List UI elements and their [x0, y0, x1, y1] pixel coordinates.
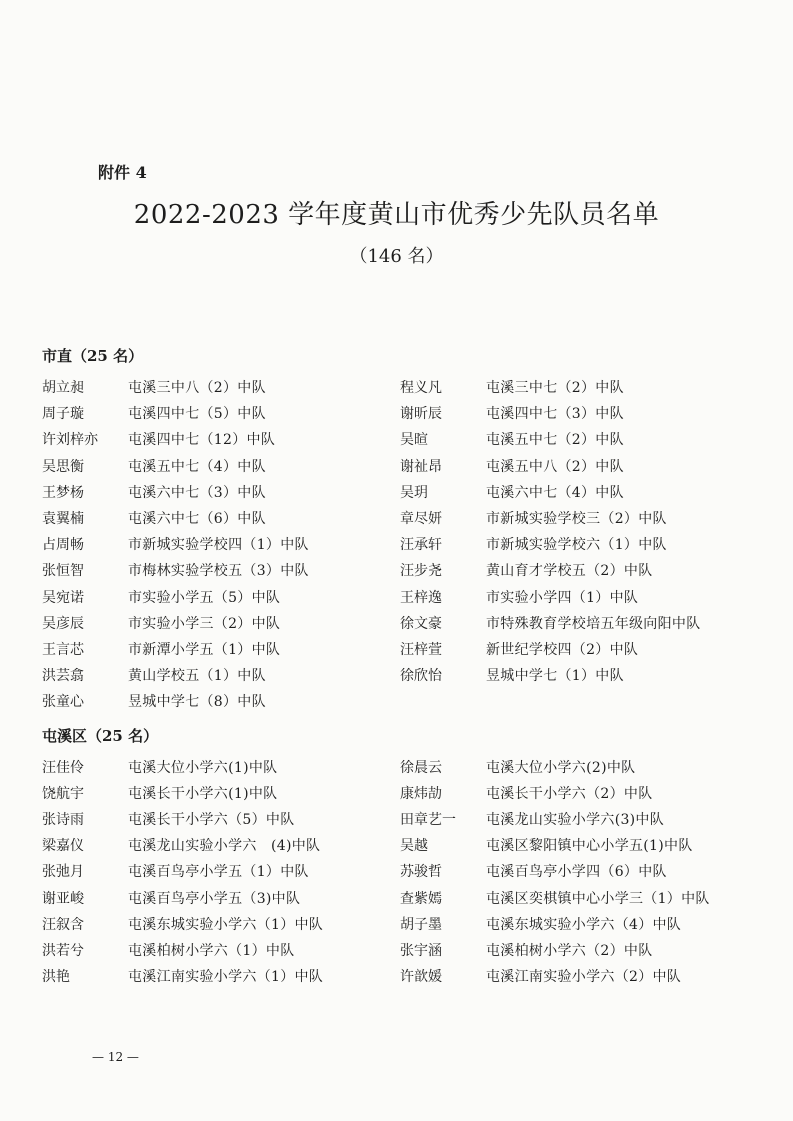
student-unit: 屯溪长干小学六(1)中队: [128, 786, 278, 803]
total-count: （146 名）: [349, 246, 444, 267]
student-unit: 屯溪龙山实验小学六 (4)中队: [128, 838, 321, 855]
student-unit: 屯溪长干小学六（5）中队: [128, 812, 295, 829]
student-unit: 昱城中学七（8）中队: [128, 694, 266, 711]
student-name: 田章艺一: [400, 812, 456, 829]
student-name: 章尽妍: [400, 511, 442, 527]
student-name: 胡子墨: [400, 916, 442, 933]
student-unit: 昱城中学七（1）中队: [486, 668, 624, 685]
student-unit: 屯溪五中七（2）中队: [486, 432, 624, 449]
student-name: 王梦杨: [42, 484, 84, 501]
student-name: 许歆媛: [400, 968, 442, 985]
student-unit: 屯溪龙山实验小学六(3)中队: [486, 812, 665, 829]
student-unit: 屯溪三中七（2）中队: [486, 380, 624, 396]
student-name: 汪佳伶: [42, 760, 84, 776]
student-unit: 市特殊教育学校培五年级向阳中队: [486, 615, 701, 632]
student-unit: 屯溪长干小学六（2）中队: [486, 786, 653, 803]
student-unit: 市新城实验学校四（1）中队: [128, 537, 309, 554]
student-unit: 屯溪四中七（5）中队: [128, 406, 266, 423]
student-name: 洪艳: [42, 968, 70, 985]
student-unit: 屯溪柏树小学六（1）中队: [128, 942, 295, 959]
student-name: 徐文豪: [400, 615, 442, 632]
student-name: 查紫嫣: [400, 890, 442, 907]
student-name: 王梓逸: [400, 589, 442, 606]
student-unit: 屯溪江南实验小学六（2）中队: [486, 968, 682, 985]
student-unit: 市实验小学五（5）中队: [128, 589, 281, 606]
student-unit: 屯溪六中七（6）中队: [128, 511, 266, 527]
student-name: 胡立昶: [42, 380, 84, 396]
student-name: 谢昕辰: [400, 406, 442, 423]
student-unit: 屯溪三中八（2）中队: [128, 380, 266, 396]
student-name: 吴思衡: [42, 458, 84, 475]
student-name: 吴暄: [400, 432, 428, 449]
student-name: 汪叙含: [42, 916, 84, 933]
student-name: 徐欣怡: [400, 668, 442, 685]
student-name: 程义凡: [400, 380, 442, 396]
student-name: 袁翼楠: [42, 511, 84, 527]
student-unit: 新世纪学校四（2）中队: [486, 642, 639, 658]
student-unit: 屯溪百鸟亭小学五（3)中队: [128, 890, 301, 907]
student-name: 饶航宇: [42, 786, 84, 803]
student-unit: 屯溪江南实验小学六（1）中队: [128, 968, 324, 985]
student-name: 张童心: [42, 694, 84, 711]
student-name: 吴宛诺: [42, 589, 84, 606]
student-name: 康炜劼: [400, 786, 442, 803]
student-unit: 屯溪四中七（3）中队: [486, 406, 624, 423]
student-name: 占周畅: [42, 537, 84, 554]
student-unit: 市新潭小学五（1）中队: [128, 642, 281, 658]
student-unit: 市实验小学四（1）中队: [486, 589, 639, 606]
student-unit: 屯溪六中七（3）中队: [128, 484, 266, 501]
student-name: 谢祉昂: [400, 458, 442, 475]
student-name: 徐晨云: [400, 760, 442, 776]
student-unit: 市梅林实验学校五（3）中队: [128, 563, 309, 580]
student-name: 张宇涵: [400, 942, 442, 959]
student-unit: 屯溪柏树小学六（2）中队: [486, 942, 653, 959]
student-name: 洪芸翕: [42, 668, 84, 685]
student-name: 汪承轩: [400, 537, 442, 554]
page-number: — 12 —: [92, 1050, 139, 1064]
student-name: 许刘梓亦: [42, 432, 98, 449]
student-unit: 屯溪区奕棋镇中心小学三（1）中队: [486, 890, 710, 907]
student-unit: 屯溪四中七（12）中队: [128, 432, 276, 449]
student-name: 洪若兮: [42, 942, 84, 959]
student-name: 谢亚峻: [42, 890, 84, 907]
student-unit: 屯溪百鸟亭小学五（1）中队: [128, 864, 309, 881]
student-unit: 屯溪大位小学六(1)中队: [128, 760, 278, 776]
section-heading-shizhi: 市直（25 名）: [42, 347, 144, 365]
student-name: 吴越: [400, 838, 428, 855]
student-unit: 屯溪区黎阳镇中心小学五(1)中队: [486, 838, 693, 855]
student-unit: 屯溪东城实验小学六（4）中队: [486, 916, 682, 933]
page-title: 2022-2023 学年度黄山市优秀少先队员名单: [133, 200, 660, 230]
student-name: 周子璇: [42, 406, 84, 423]
student-name: 张弛月: [42, 864, 84, 881]
student-name: 王言芯: [42, 642, 84, 658]
student-unit: 市实验小学三（2）中队: [128, 615, 281, 632]
student-unit: 屯溪百鸟亭小学四（6）中队: [486, 864, 667, 881]
student-unit: 屯溪大位小学六(2)中队: [486, 760, 636, 776]
student-unit: 屯溪五中八（2）中队: [486, 458, 624, 475]
student-name: 汪步尧: [400, 563, 442, 580]
student-name: 张诗雨: [42, 812, 84, 829]
student-name: 汪梓萱: [400, 642, 442, 658]
student-unit: 黄山育才学校五（2）中队: [486, 563, 653, 580]
student-unit: 市新城实验学校三（2）中队: [486, 511, 667, 527]
student-unit: 屯溪五中七（4）中队: [128, 458, 266, 475]
section-heading-tunxi: 屯溪区（25 名）: [42, 727, 159, 745]
student-unit: 黄山学校五（1）中队: [128, 668, 266, 685]
student-name: 吴彦辰: [42, 615, 84, 632]
student-unit: 屯溪东城实验小学六（1）中队: [128, 916, 324, 933]
attachment-label: 附件 4: [98, 163, 147, 182]
student-name: 梁嘉仪: [42, 838, 84, 855]
student-unit: 屯溪六中七（4）中队: [486, 484, 624, 501]
student-name: 吴玥: [400, 484, 428, 501]
student-name: 张恒智: [42, 563, 84, 580]
student-name: 苏骏哲: [400, 864, 442, 881]
student-unit: 市新城实验学校六（1）中队: [486, 537, 667, 554]
